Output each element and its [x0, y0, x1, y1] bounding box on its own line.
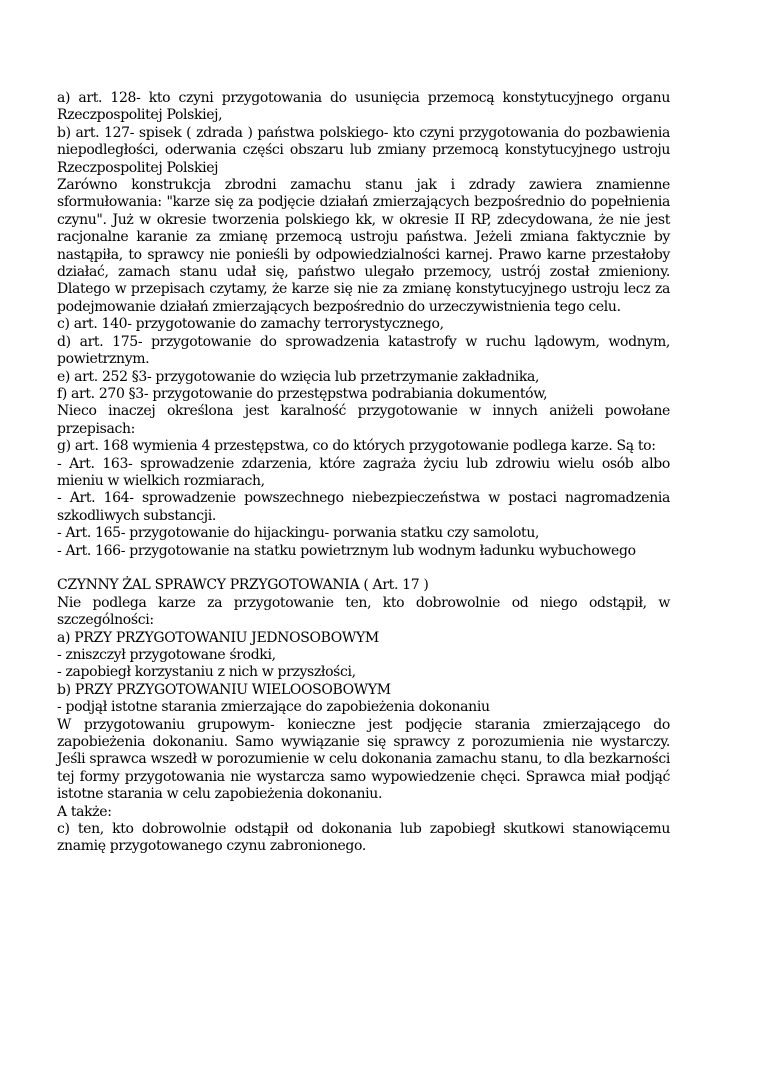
list-item-art-163: - Art. 163- sprowadzenie zdarzenia, które zagraża życiu lub zdrowiu wielu osób albo mieniu w wielkich rozmiarach,	[57, 455, 670, 489]
subheading-wieloosobowe: b) PRZY PRZYGOTOWANIU WIELOOSOBOWYM	[57, 681, 391, 698]
paragraph-art-140: c) art. 140- przygotowanie do zamachy terrorystycznego,	[57, 316, 444, 333]
list-item-zapobiegl: - zapobiegł korzystaniu z nich w przyszłości,	[57, 664, 356, 681]
paragraph-przygotowanie-grupowe: W przygotowaniu grupowym- konieczne jest podjęcie starania zmierzającego do zapobieżenia dokonaniu. Samo wywiązanie się sprawcy z porozumienia nie wystarczy. Jeśli sprawca wszedł w porozumienie w celu dokonania zamachu stanu, to dla bezkarności tej formy przygotowania nie wystarcza samo wypowiedzenie chęci. Sprawca miał podjąć istotne starania w celu zapobieżenia dokonaniu.	[57, 716, 670, 803]
list-item-podjal-starania: - podjął istotne starania zmierzające do zapobieżenia dokonaniu	[57, 699, 490, 716]
paragraph-art-17-intro: Nie podlega karze za przygotowanie ten, kto dobrowolnie od niego odstąpił, w szczególności:	[57, 594, 670, 629]
paragraph-art-168: g) art. 168 wymienia 4 przestępstwa, co do których przygotowanie podlega karze. Są to:	[57, 438, 656, 455]
paragraph-art-127: b) art. 127- spisek ( zdrada ) państwa polskiego- kto czyni przygotowania do pozbawienia niepodległości, oderwania części obszaru lub zmiany przemocą konstytucyjnego ustroju Rzeczpospolitej Polskiej	[57, 124, 670, 176]
paragraph-a-takze: A także:	[57, 803, 112, 820]
list-item-zniszczyl: - zniszczył przygotowane środki,	[57, 646, 276, 663]
paragraph-c-odstapil: c) ten, kto dobrowolnie odstąpił od dokonania lub zapobiegł skutkowi stanowiącemu znamię przygotowanego czynu zabronionego.	[57, 821, 670, 855]
paragraph-karalnosc-intro: Nieco inaczej określona jest karalność przygotowanie w innych aniżeli powołane przepisach:	[57, 403, 670, 437]
list-item-art-166: - Art. 166- przygotowanie na statku powietrznym lub wodnym ładunku wybuchowego	[57, 542, 636, 559]
list-item-art-164: - Art. 164- sprowadzenie powszechnego niebezpieczeństwa w postaci nagromadzenia szkodliwych substancji.	[57, 490, 670, 524]
paragraph-art-175: d) art. 175- przygotowanie do sprowadzenia katastrofy w ruchu lądowym, wodnym, powietrznym.	[57, 333, 670, 368]
section-heading-czynny-zal: CZYNNY ŻAL SPRAWCY PRZYGOTOWANIA ( Art. 17 )	[57, 577, 429, 594]
paragraph-art-128: a) art. 128- kto czyni przygotowania do usunięcia przemocą konstytucyjnego organu Rzeczpospolitej Polskiej,	[57, 90, 670, 124]
paragraph-zamach-stanu-commentary: Zarówno konstrukcja zbrodni zamachu stanu jak i zdrady zawiera znamienne sformułowania: "karze się za podjęcie działań zmierzających bezpośrednio do popełnienia czynu". Już w okresie tworzenia polskiego kk, w okresie II RP, zdecydowana, że nie jest racjonalne karanie za zmianę przemocą ustroju państwa. Jeżeli zmiana faktycznie by nastąpiła, to sprawcy nie ponieśli by odpowiedzialności karnej. Prawo karne przestałoby działać, zamach stanu udał się, państwo ulegało przemocy, ustrój został zmieniony. Dlatego w przepisach czytamy, że karze się nie za zmianę konstytucyjnego ustroju lecz za podejmowanie działań zmierzających bezpośrednio do urzeczywistnienia tego celu.	[57, 177, 670, 315]
list-item-art-165: - Art. 165- przygotowanie do hijackingu- porwania statku czy samolotu,	[57, 525, 540, 542]
subheading-jednosobowe: a) PRZY PRZYGOTOWANIU JEDNOSOBOWYM	[57, 629, 379, 646]
paragraph-art-270: f) art. 270 §3- przygotowanie do przestępstwa podrabiania dokumentów,	[57, 385, 548, 402]
paragraph-art-252: e) art. 252 §3- przygotowanie do wzięcia lub przetrzymanie zakładnika,	[57, 368, 540, 385]
document-page	[57, 90, 670, 856]
blank-line	[57, 560, 670, 577]
